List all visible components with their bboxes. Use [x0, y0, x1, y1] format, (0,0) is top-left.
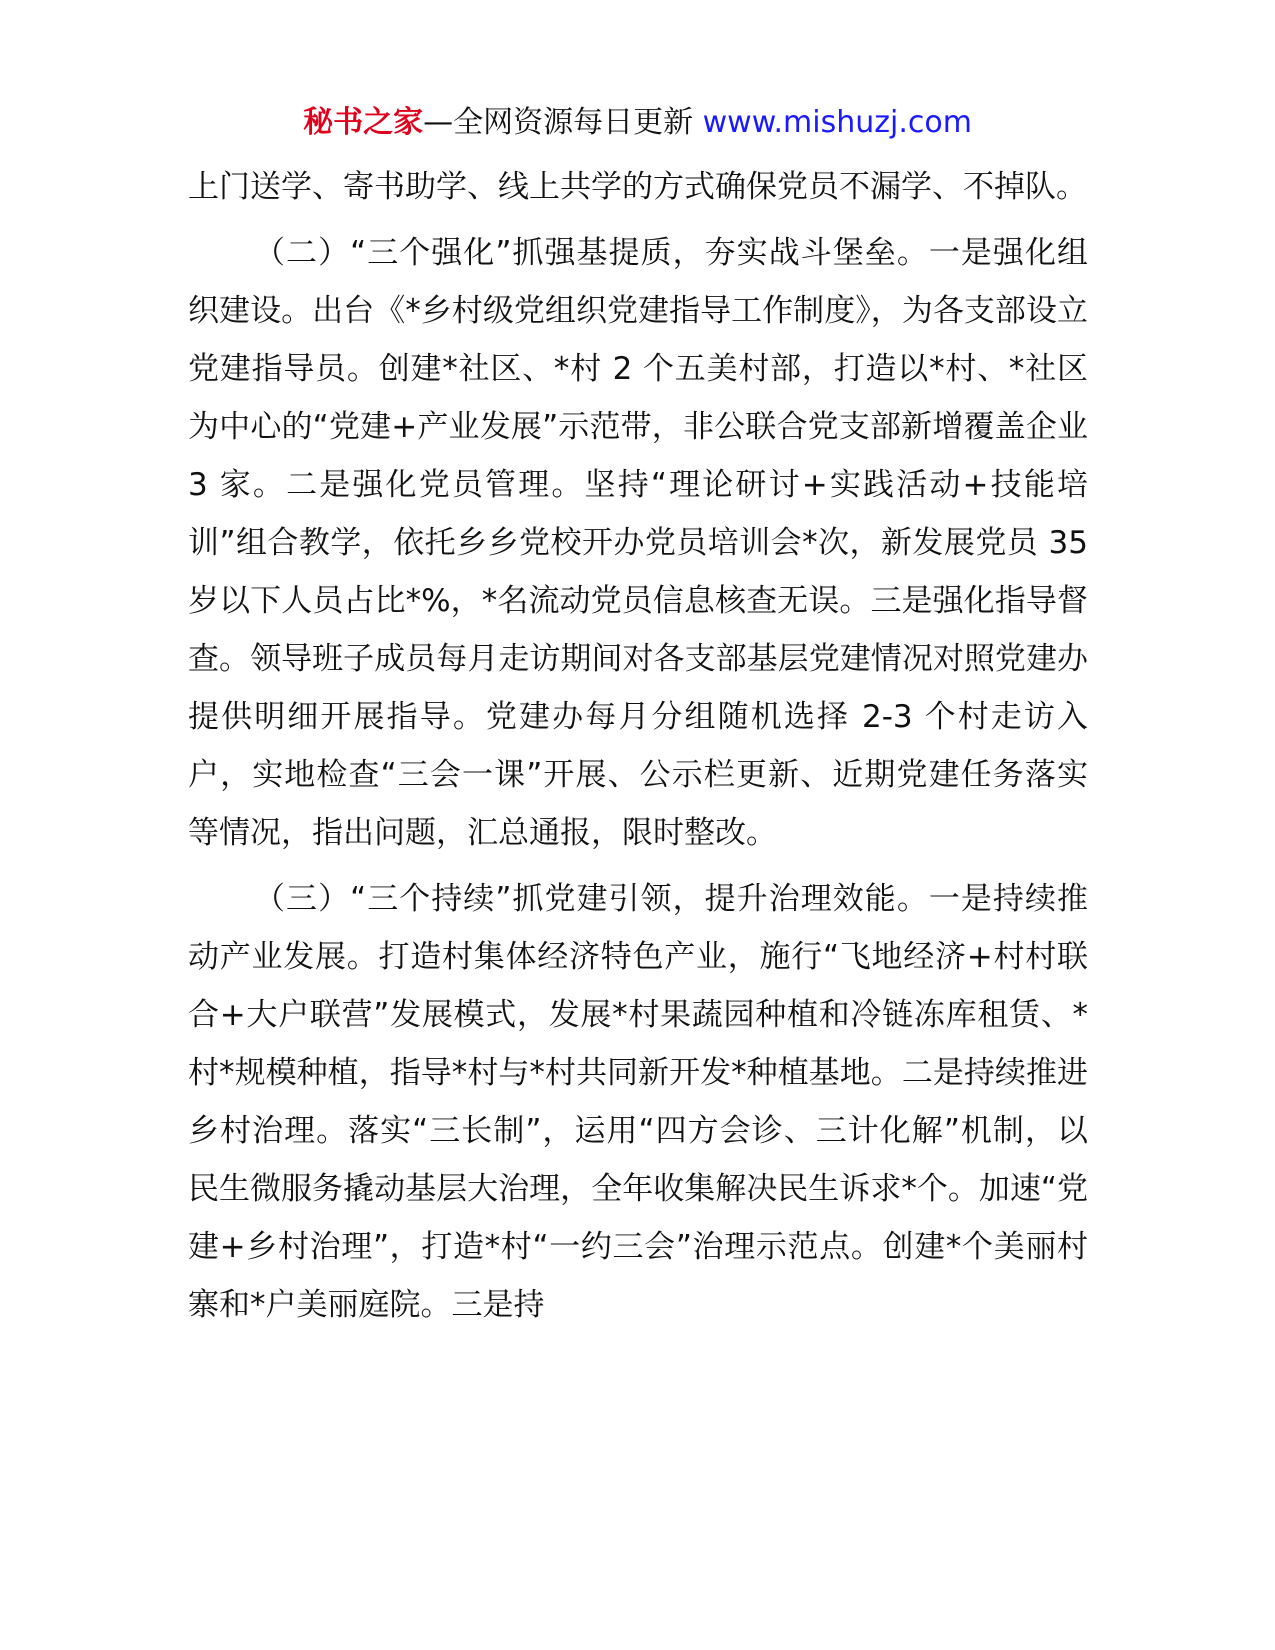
header-brand: 秘书之家 [303, 105, 424, 140]
paragraph-continued: 上门送学、寄书助学、线上共学的方式确保党员不漏学、不掉队。 [188, 169, 1087, 205]
page-header [0, 103, 1275, 143]
header-url-link[interactable]: www.mishuzj.com [702, 105, 972, 140]
paragraph-section-2: （二）“三个强化”抓强基提质，夯实战斗堡垒。一是强化组织建设。出台《*乡村级党组织党建指导工作制度》，为各支部设立党建指导员。创建*社区、*村 2 个五美村部，打造以*村、*社区为中心的“党建+产业发展”示范带，非公联合党支部新增覆盖企业 3 家。二是强化党员管理。坚持“理论研讨+实践活动+技能培训”组合教学，依托乡乡党校开办党员培训会*次，新发展党员 35 岁以下人员占比*%，*名流动党员信息核查无误。三是强化指导督查。领导班子成员每月走访期间对各支部基层党建情况对照党建办提供明细开展指导。党建办每月分组随机选择 2-3 个村走访入户，实地检查“三会一课”开展、公示栏更新、近期党建任务落实等情况，指出问题，汇总通报，限时整改。 [188, 235, 1088, 851]
document-body [188, 158, 1088, 1342]
header-tagline: —全网资源每日更新 [423, 105, 703, 140]
paragraph-section-3: （三）“三个持续”抓党建引领，提升治理效能。一是持续推动产业发展。打造村集体经济特色产业，施行“飞地经济+村村联合+大户联营”发展模式，发展*村果蔬园种植和冷链冻库租赁、*村*规模种植，指导*村与*村共同新开发*种植基地。二是持续推进乡村治理。落实“三长制”，运用“四方会诊、三计化解”机制，以民生微服务撬动基层大治理，全年收集解决民生诉求*个。加速“党建+乡村治理”，打造*村“一约三会”治理示范点。创建*个美丽村寨和*户美丽庭院。三是持 [188, 881, 1088, 1323]
